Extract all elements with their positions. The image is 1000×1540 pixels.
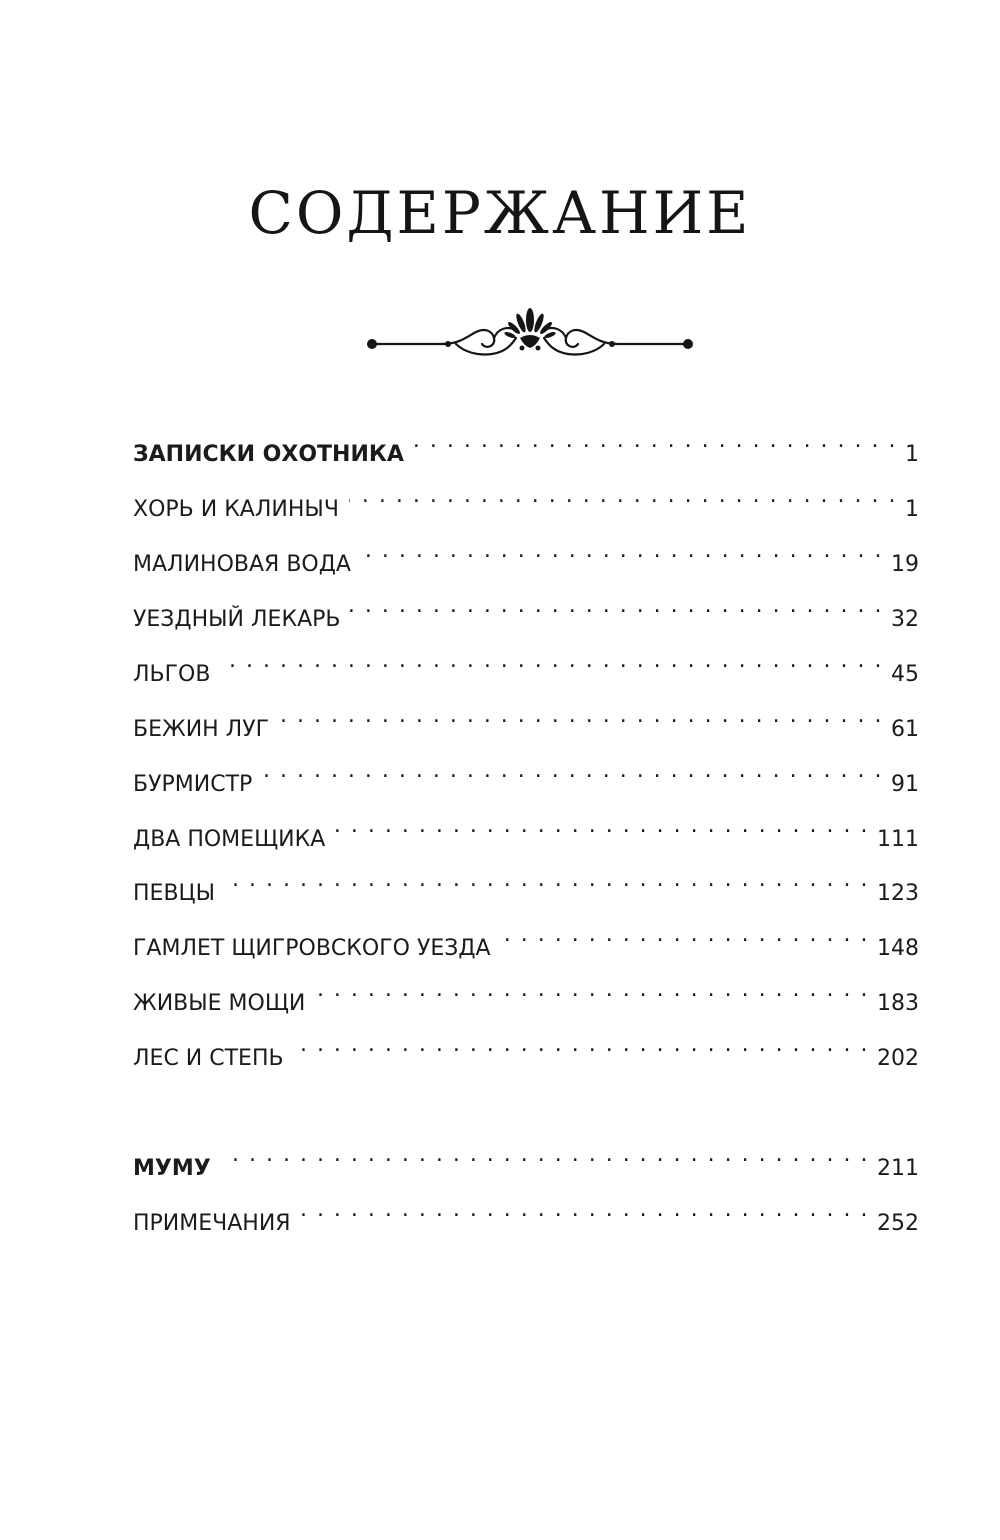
dot-leader: [279, 696, 883, 736]
toc-entry: [133, 641, 919, 687]
dot-leader: [361, 531, 883, 571]
toc-entry-page-number: 61: [891, 717, 919, 742]
toc-entry-title: ЗАПИСКИ ОХОТНИКА: [133, 442, 404, 467]
toc-entry-page-number: 32: [891, 607, 919, 632]
dot-leader: [262, 751, 883, 791]
dot-leader: [301, 1190, 869, 1230]
dot-leader: [221, 1135, 869, 1175]
toc-entry: [133, 806, 919, 852]
dot-leader: [414, 421, 897, 461]
toc-entry-title: УЕЗДНЫЙ ЛЕКАРЬ: [133, 607, 341, 632]
dot-leader: [350, 586, 883, 626]
toc-entry-title: ДВА ПОМЕЩИКА: [133, 827, 326, 852]
dot-leader: [335, 806, 869, 846]
toc-entry-page-number: 202: [877, 1046, 919, 1071]
dot-leader: [225, 860, 869, 900]
toc-entry-title: ЛЬГОВ: [133, 662, 211, 687]
toc-entry-page-number: 91: [891, 772, 919, 797]
toc-entry-title: ПЕВЦЫ: [133, 881, 216, 906]
toc-entry-title: ЛЕС И СТЕПЬ: [133, 1046, 284, 1071]
toc-entry-page-number: 211: [877, 1156, 919, 1181]
toc-entry-title: БЕЖИН ЛУГ: [133, 717, 270, 742]
toc-entry: [133, 860, 919, 906]
toc-entry-title: ГАМЛЕТ ЩИГРОВСКОГО УЕЗДА: [133, 936, 491, 961]
toc-entry: [133, 421, 919, 467]
toc-entry-page-number: 111: [877, 827, 919, 852]
toc-entry: [133, 1025, 919, 1071]
toc-entry-page-number: 123: [877, 881, 919, 906]
toc-entry-page-number: 1: [905, 442, 919, 467]
toc-entry: [133, 1190, 919, 1236]
dot-leader: [349, 476, 897, 516]
toc-entry: [133, 970, 919, 1016]
toc-entry-title: БУРМИСТР: [133, 772, 253, 797]
page-title: СОДЕРЖАНИЕ: [248, 179, 752, 247]
dot-leader: [294, 1025, 869, 1065]
toc-entry: [133, 1135, 919, 1181]
toc-entry-page-number: 252: [877, 1211, 919, 1236]
toc-entry: [133, 696, 919, 742]
toc-entry-page-number: 1: [905, 497, 919, 522]
toc-entry-title: МУМУ: [133, 1156, 211, 1181]
toc-entry-title: ХОРЬ И КАЛИНЫЧ: [133, 497, 339, 522]
dot-leader: [220, 641, 883, 681]
flourish-divider-icon: [360, 298, 700, 362]
toc-entry: [133, 531, 919, 577]
toc-entry-page-number: 148: [877, 936, 919, 961]
toc-entry-page-number: 19: [891, 552, 919, 577]
toc-entry: [133, 751, 919, 797]
toc-entry: [133, 586, 919, 632]
dot-leader: [501, 915, 869, 955]
toc-entry-title: ЖИВЫЕ МОЩИ: [133, 991, 306, 1016]
toc-entry-title: МАЛИНОВАЯ ВОДА: [133, 552, 351, 577]
toc-entry: [133, 476, 919, 522]
toc-entry-title: ПРИМЕЧАНИЯ: [133, 1211, 291, 1236]
dot-leader: [315, 970, 869, 1010]
toc-entry-page-number: 183: [877, 991, 919, 1016]
toc-entry: [133, 915, 919, 961]
toc-entry-page-number: 45: [891, 662, 919, 687]
